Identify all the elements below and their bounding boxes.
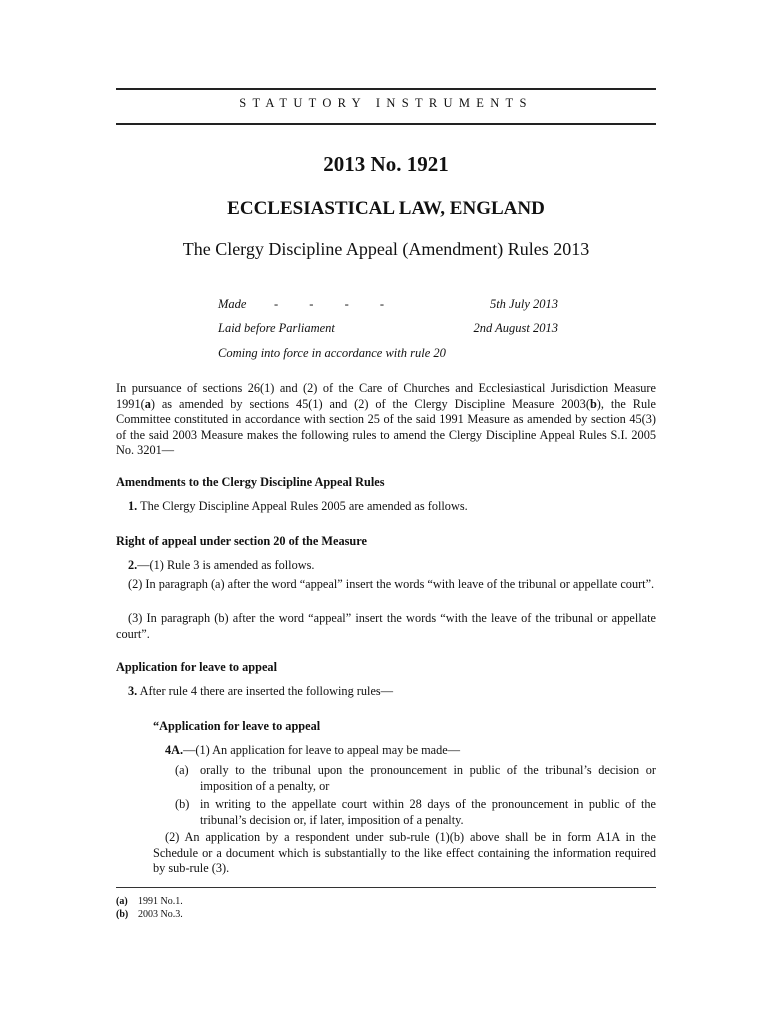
preamble: In pursuance of sections 26(1) and (2) of the Care of Churches and Ecclesiastical Jurisdiction Measure 1991(a) as amended by sections 45(1) and (2) of the Clergy Discipline Measure 2003(b), the Rule Committee constituted in accordance with section 25 of the said 1991 Measure as amended by section 45(3) of the said 2003 Measure makes the following rules to amend the Clergy Discipline Appeal Rules S.I. 2005 No. 3201— xyxy=(116,381,656,458)
section-1-heading: Amendments to the Clergy Discipline Appeal Rules xyxy=(116,475,385,489)
date-label: Coming into force in accordance with rule 20 xyxy=(218,346,446,360)
rule-4a-para-1: 4A.—(1) An application for leave to appeal may be made— xyxy=(165,743,461,757)
date-dashes: - - - - xyxy=(274,297,399,311)
rule-4a-item-a xyxy=(175,763,656,794)
rule-2-para-3: (3) In paragraph (b) after the word “appeal” insert the words “with the leave of the tribunal or appellate court”. xyxy=(116,611,656,641)
si-number: 2013 No. 1921 xyxy=(323,152,449,176)
rule-2-para-2: (2) In paragraph (a) after the word “appeal” insert the words “with leave of the tribunal or appellate court”. xyxy=(128,577,655,591)
subject-heading: ECCLESIASTICAL LAW, ENGLAND xyxy=(227,198,545,219)
date-value: 2nd August 2013 xyxy=(473,321,558,335)
rule-2-para-1: 2.—(1) Rule 3 is amended as follows. xyxy=(128,558,315,572)
footnote-text: 1991 No.1. xyxy=(138,896,183,907)
item-marker: (b) xyxy=(175,797,190,811)
footnote-b xyxy=(116,909,183,920)
item-text: in writing to the appellate court within 28 days of the pronouncement in public of the tribunal’s decision or, if later, imposition of a penalty. xyxy=(200,797,656,827)
item-text: orally to the tribunal upon the pronouncement in public of the tribunal’s decision or imposition of a penalty, or xyxy=(200,763,656,793)
inserted-rule-heading: “Application for leave to appeal xyxy=(153,719,321,733)
footnote-marker: (a) xyxy=(116,896,128,907)
footnote-a xyxy=(116,896,183,907)
series-header: STATUTORY INSTRUMENTS xyxy=(239,96,533,110)
header-top-rule xyxy=(116,88,656,90)
rule-3-text: 3. After rule 4 there are inserted the following rules— xyxy=(128,684,393,698)
footnote-ref-a[interactable]: a xyxy=(144,396,151,411)
section-3-heading: Application for leave to appeal xyxy=(116,660,277,674)
section-2-heading: Right of appeal under section 20 of the Measure xyxy=(116,534,367,548)
rule-4a-item-b xyxy=(175,797,656,828)
footnote-marker: (b) xyxy=(116,909,129,920)
rule-4a-para-2: (2) An application by a respondent under sub-rule (1)(b) above shall be in form A1A in the Schedule or a document which is substantially to the like effect containing the information required by sub-rule (3). xyxy=(153,830,656,876)
footnote-text: 2003 No.3. xyxy=(138,909,183,920)
item-marker: (a) xyxy=(175,763,189,777)
date-value: 5th July 2013 xyxy=(489,297,558,311)
footnote-rule xyxy=(116,887,656,888)
rule-1-text: 1. The Clergy Discipline Appeal Rules 2005 are amended as follows. xyxy=(128,499,468,513)
header-bottom-rule xyxy=(116,123,656,125)
date-label: Made xyxy=(218,297,247,311)
date-label: Laid before Parliament xyxy=(218,321,335,335)
instrument-title: The Clergy Discipline Appeal (Amendment) Rules 2013 xyxy=(182,239,590,259)
footnote-ref-b[interactable]: b xyxy=(589,396,597,411)
